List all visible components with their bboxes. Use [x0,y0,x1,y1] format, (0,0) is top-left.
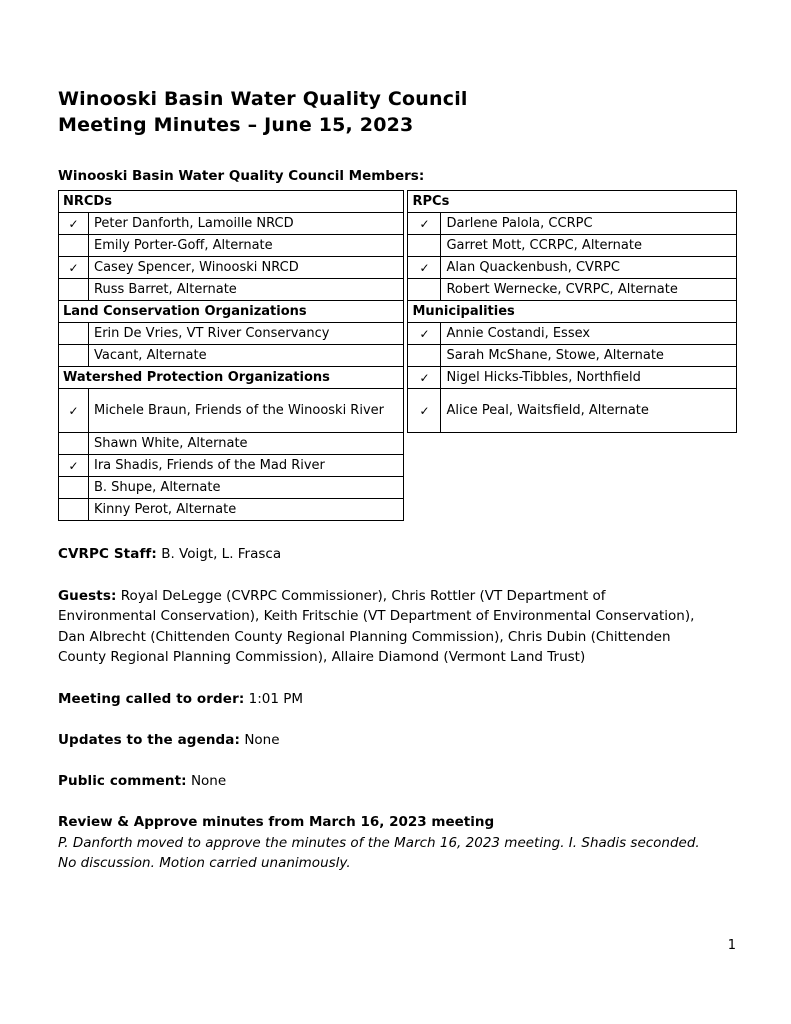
table-row [59,345,404,367]
member-name: Robert Wernecke, CVRPC, Alternate [441,279,737,301]
agenda-updates-label: Updates to the agenda: [58,732,241,748]
title-line-1: Winooski Basin Water Quality Council [58,88,468,110]
section-header-municipalities: Municipalities [408,301,737,323]
member-name: Darlene Palola, CCRPC [441,213,737,235]
page-number: 1 [727,938,736,953]
checkmark-icon: ✓ [59,257,89,279]
guests-label: Guests: [58,587,117,604]
checkmark-icon: ✓ [408,213,441,235]
members-table-heading: Winooski Basin Water Quality Council Members: [58,168,425,184]
section-header-rpcs: RPCs [408,191,737,213]
called-to-order-label: Meeting called to order: [58,690,245,707]
table-row [408,235,737,257]
table-row [59,433,404,455]
checkmark-icon [59,323,89,345]
members-table-right [407,190,737,433]
member-name: Nigel Hicks-Tibbles, Northfield [441,367,737,389]
member-name: Vacant, Alternate [89,345,404,367]
member-name: Michele Braun, Friends of the Winooski River [89,389,404,433]
member-name: Peter Danforth, Lamoille NRCD [89,213,404,235]
checkmark-icon: ✓ [59,213,89,235]
checkmark-icon [59,235,89,257]
table-row [59,257,404,279]
checkmark-icon: ✓ [408,323,441,345]
table-row [408,323,737,345]
member-name: Russ Barret, Alternate [89,279,404,301]
section-header-land-conservation: Land Conservation Organizations [59,301,404,323]
title-line-2: Meeting Minutes – June 15, 2023 [58,114,414,136]
member-name: Casey Spencer, Winooski NRCD [89,257,404,279]
checkmark-icon [59,345,89,367]
cvrpc-staff-label: CVRPC Staff: [58,546,157,562]
checkmark-icon [59,499,89,521]
checkmark-icon [408,235,441,257]
member-name: Garret Mott, CCRPC, Alternate [441,235,737,257]
table-row [59,213,404,235]
checkmark-icon [59,433,89,455]
table-row [408,257,737,279]
table-row [408,367,737,389]
agenda-updates-value: None [244,732,280,748]
table-row [59,389,404,433]
member-name: Ira Shadis, Friends of the Mad River [89,455,404,477]
called-to-order-line [58,689,708,710]
page-title [58,86,737,138]
public-comment-label: Public comment: [58,772,187,789]
member-name: B. Shupe, Alternate [89,477,404,499]
member-name: Erin De Vries, VT River Conservancy [89,323,404,345]
review-approve-heading: Review & Approve minutes from March 16, 2023 meeting [58,814,495,830]
guests-paragraph [58,586,708,668]
checkmark-icon [59,477,89,499]
cvrpc-staff-line [58,544,708,565]
member-name: Annie Costandi, Essex [441,323,737,345]
table-row [59,279,404,301]
checkmark-icon: ✓ [408,389,441,433]
member-name: Alice Peal, Waitsfield, Alternate [441,389,737,433]
table-row [59,477,404,499]
table-row [408,213,737,235]
member-name: Alan Quackenbush, CVRPC [441,257,737,279]
table-row [59,323,404,345]
table-row [408,279,737,301]
table-row [59,499,404,521]
table-row [408,345,737,367]
checkmark-icon: ✓ [408,257,441,279]
cvrpc-staff-value: B. Voigt, L. Frasca [161,546,282,562]
member-name: Kinny Perot, Alternate [89,499,404,521]
review-approve-section [58,812,737,874]
review-approve-body: P. Danforth moved to approve the minutes of the March 16, 2023 meeting. I. Shadis seconded. No discussion. Motion carried unanimously. [58,834,700,871]
checkmark-icon [408,345,441,367]
checkmark-icon: ✓ [59,455,89,477]
called-to-order-value: 1:01 PM [248,690,304,707]
public-comment-line [58,771,708,792]
checkmark-icon: ✓ [59,389,89,433]
member-name: Shawn White, Alternate [89,433,404,455]
checkmark-icon [59,279,89,301]
members-table-left [58,190,404,521]
table-row [59,455,404,477]
guests-value: Royal DeLegge (CVRPC Commissioner), Chris Rottler (VT Department of Environmental Conservation), Keith Fritschie (VT Department of Environmental Conservation), Dan Albrecht (Chittenden County Regional Planning Commission), Chris Dubin (Chittenden County Regional Planning Commission), Allaire Diamond (Vermont Land Trust) [58,587,695,665]
section-header-nrcds: NRCDs [59,191,404,213]
checkmark-icon: ✓ [408,367,441,389]
table-row [408,389,737,433]
public-comment-value: None [190,772,227,789]
member-name: Emily Porter-Goff, Alternate [89,235,404,257]
members-tables [58,190,737,521]
section-header-watershed-protection: Watershed Protection Organizations [59,367,404,389]
member-name: Sarah McShane, Stowe, Alternate [441,345,737,367]
agenda-updates-line [58,730,708,751]
table-row [59,235,404,257]
checkmark-icon [408,279,441,301]
